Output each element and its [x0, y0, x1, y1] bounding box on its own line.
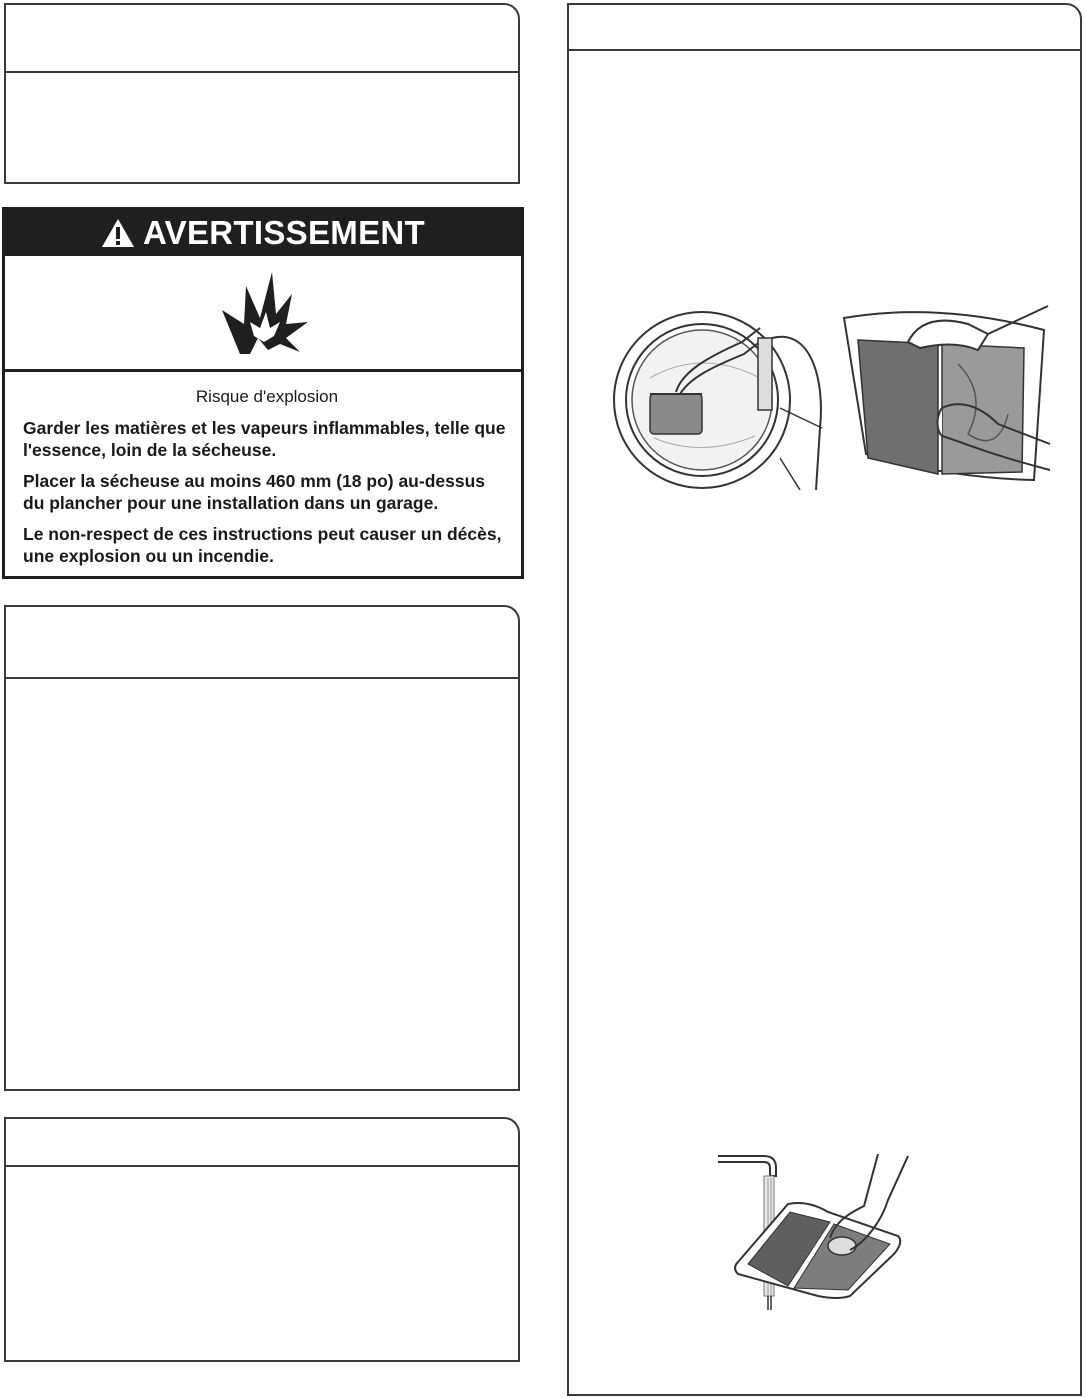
panel-header [6, 1119, 518, 1167]
warning-paragraph: Le non-respect de ces instructions peut causer un décès, une explosion ou un incendie. [23, 524, 502, 566]
panel-header [6, 607, 518, 679]
panel-header [6, 5, 518, 73]
empty-panel-top [4, 3, 520, 184]
dryer-door-illustration [610, 308, 830, 490]
explosion-icon [220, 272, 310, 354]
lint-screen-washing-illustration [718, 1150, 914, 1310]
warning-header [5, 210, 521, 256]
warning-paragraph: Placer la sécheuse au moins 460 mm (18 po) au-dessus du plancher pour une installation dans un garage. [23, 471, 486, 513]
warning-subtitle: Risque d'explosion [195, 387, 339, 406]
empty-panel-middle [4, 605, 520, 1091]
warning-paragraph: Garder les matières et les vapeurs inflammables, telle que l'essence, loin de la sécheuse. [23, 418, 506, 460]
warning-icon-area [5, 256, 521, 372]
empty-panel-bottom [4, 1117, 520, 1362]
warning-triangle-icon [101, 218, 135, 248]
panel-header [569, 5, 1080, 51]
warning-body [23, 386, 511, 576]
lint-screen-cleaning-illustration [838, 304, 1053, 490]
warning-panel [2, 207, 524, 579]
warning-title: AVERTISSEMENT [143, 214, 425, 251]
